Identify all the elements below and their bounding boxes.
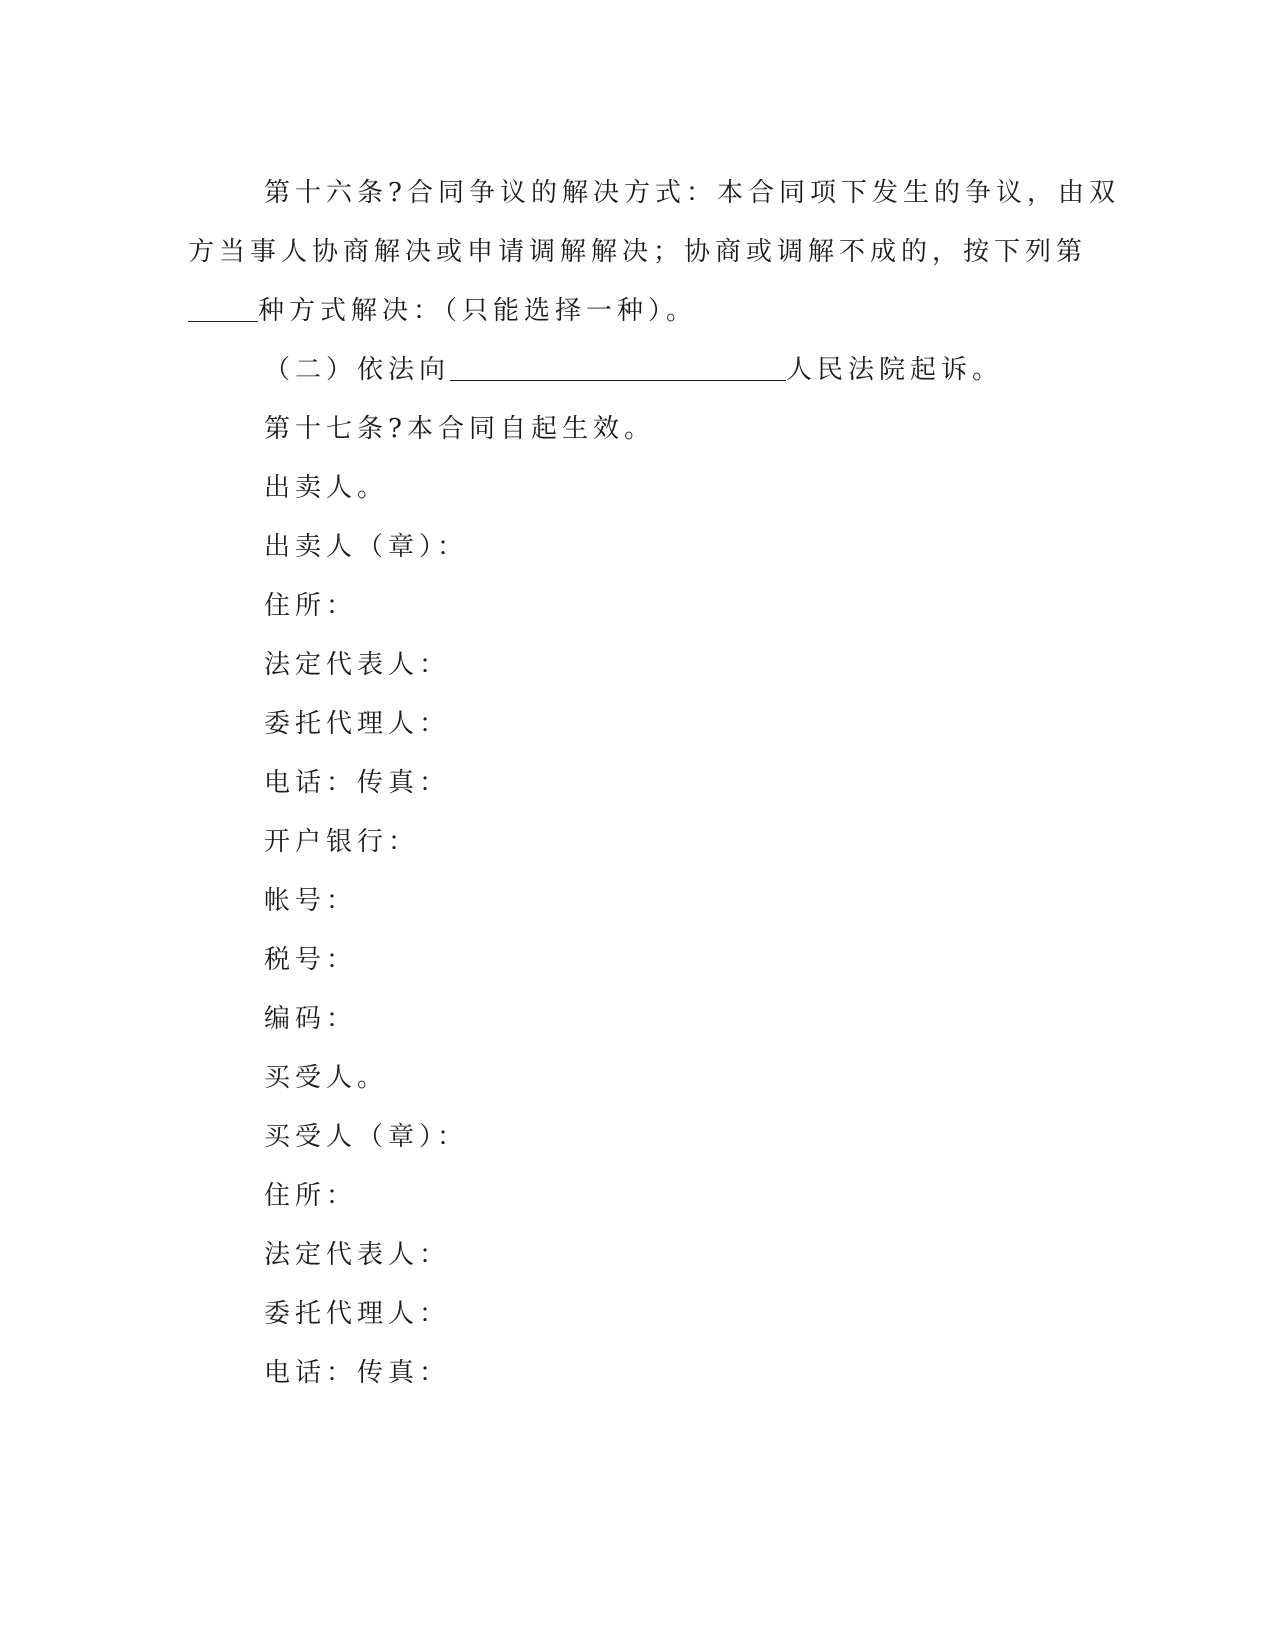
seller-legal-rep: 法定代表人： [264,650,451,680]
buyer-seal: 买受人（章）： [264,1122,469,1152]
seller-tax-no: 税号： [264,945,358,975]
buyer-legal-rep: 法定代表人： [264,1240,451,1270]
seller-bank: 开户银行： [264,827,420,857]
seller-agent: 委托代理人： [264,709,451,739]
seller-phone-fax: 电话：传真： [264,768,451,798]
article16-option2 [188,341,1068,400]
buyer-address: 住所： [264,1181,358,1211]
option2-suffix: 人民法院起诉。 [786,355,1004,385]
buyer-heading: 买受人。 [264,1063,389,1093]
seller-code: 编码： [264,1004,358,1034]
seller-address: 住所： [264,591,358,621]
seller-heading: 出卖人。 [264,473,389,503]
article16-line1: 第十六条?合同争议的解决方式：本合同项下发生的争议，由双 [264,178,1120,208]
buyer-phone-fax: 电话：传真： [264,1358,451,1388]
fill-blank-court-name[interactable] [450,350,786,381]
article17: 第十七条?本合同自起生效。 [264,414,655,444]
fill-blank-option-number[interactable] [188,291,258,322]
option2-prefix: （二）依法向 [264,355,451,385]
buyer-agent: 委托代理人： [264,1299,451,1329]
article16-line3-text: 种方式解决：（只能选择一种）。 [258,296,698,326]
article16-line3 [188,282,1068,341]
seller-account: 帐号： [264,886,358,916]
seller-seal: 出卖人（章）： [264,532,469,562]
article16-line2: 方当事人协商解决或申请调解解决；协商或调解不成的，按下列第 [188,237,1088,267]
document-body [188,164,1120,1403]
